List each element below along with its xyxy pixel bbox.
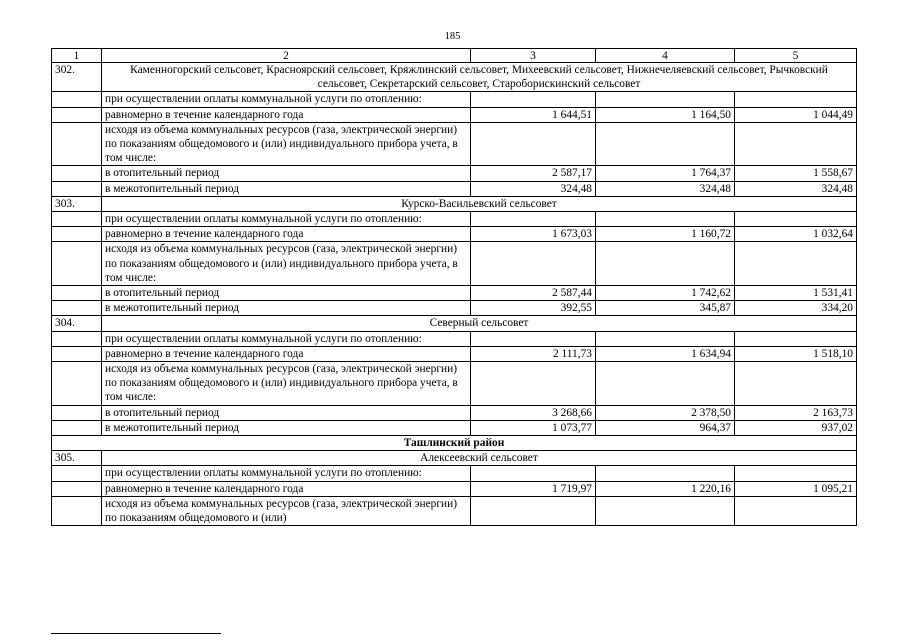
value-cell: 2 111,73 xyxy=(471,346,596,361)
section-header-row xyxy=(52,451,857,466)
value-cell: 334,20 xyxy=(735,301,857,316)
column-number-row xyxy=(52,49,857,63)
table-row xyxy=(52,362,857,406)
value-cell: 964,37 xyxy=(596,420,735,435)
value-cell: 1 558,67 xyxy=(735,166,857,181)
row-label: в межотопительный период xyxy=(102,301,471,316)
table-row xyxy=(52,286,857,301)
table-row xyxy=(52,242,857,286)
table-row xyxy=(52,301,857,316)
value-cell: 1 095,21 xyxy=(735,481,857,496)
row-label: в отопительный период xyxy=(102,405,471,420)
section-header-row xyxy=(52,316,857,331)
value-cell: 1 220,16 xyxy=(596,481,735,496)
table-row xyxy=(52,496,857,525)
settlement-name: Алексеевский сельсовет xyxy=(102,451,857,466)
settlement-name: Курско-Васильевский сельсовет xyxy=(102,196,857,211)
row-label: исходя из объема коммунальных ресурсов (газа, электрической энергии) по показаниям общедомового и (или) индивидуального прибора учета, в том числе: xyxy=(102,122,471,166)
row-label: равномерно в течение календарного года xyxy=(102,107,471,122)
value-cell: 1 673,03 xyxy=(471,227,596,242)
value-cell: 1 742,62 xyxy=(596,286,735,301)
settlement-name: Северный сельсовет xyxy=(102,316,857,331)
table-row xyxy=(52,107,857,122)
value-cell: 1 634,94 xyxy=(596,346,735,361)
table-row xyxy=(52,466,857,481)
row-label: при осуществлении оплаты коммунальной услуги по отоплению: xyxy=(102,331,471,346)
table-row xyxy=(52,481,857,496)
row-label: исходя из объема коммунальных ресурсов (газа, электрической энергии) по показаниям общедомового и (или) индивидуального прибора учета, в том числе: xyxy=(102,242,471,286)
row-label: равномерно в течение календарного года xyxy=(102,227,471,242)
row-number: 302. xyxy=(52,63,102,92)
row-label: исходя из объема коммунальных ресурсов (газа, электрической энергии) по показаниям общедомового и (или) xyxy=(102,496,471,525)
district-name: Ташлинский район xyxy=(52,436,857,451)
row-number: 303. xyxy=(52,196,102,211)
row-label: равномерно в течение календарного года xyxy=(102,481,471,496)
column-number: 2 xyxy=(102,49,471,63)
value-cell: 937,02 xyxy=(735,420,857,435)
table-row xyxy=(52,181,857,196)
row-label: в межотопительный период xyxy=(102,181,471,196)
value-cell: 2 378,50 xyxy=(596,405,735,420)
table-row xyxy=(52,420,857,435)
section-header-row xyxy=(52,63,857,92)
value-cell: 1 164,50 xyxy=(596,107,735,122)
page-number: 185 xyxy=(444,31,461,42)
value-cell: 1 719,97 xyxy=(471,481,596,496)
value-cell: 392,55 xyxy=(471,301,596,316)
table-row xyxy=(52,227,857,242)
value-cell: 1 032,64 xyxy=(735,227,857,242)
column-number: 3 xyxy=(471,49,596,63)
value-cell: 345,87 xyxy=(596,301,735,316)
value-cell: 1 531,41 xyxy=(735,286,857,301)
row-label: равномерно в течение календарного года xyxy=(102,346,471,361)
value-cell: 324,48 xyxy=(735,181,857,196)
value-cell: 1 044,49 xyxy=(735,107,857,122)
row-label: в отопительный период xyxy=(102,166,471,181)
footnote-rule xyxy=(51,633,221,634)
value-cell: 2 163,73 xyxy=(735,405,857,420)
district-header-row xyxy=(52,436,857,451)
value-cell: 1 518,10 xyxy=(735,346,857,361)
row-label: в межотопительный период xyxy=(102,420,471,435)
row-number: 305. xyxy=(52,451,102,466)
table-row xyxy=(52,346,857,361)
section-header-row xyxy=(52,196,857,211)
value-cell: 1 644,51 xyxy=(471,107,596,122)
table-row xyxy=(52,166,857,181)
row-label: в отопительный период xyxy=(102,286,471,301)
column-number: 1 xyxy=(52,49,102,63)
table-row xyxy=(52,405,857,420)
row-number: 304. xyxy=(52,316,102,331)
row-label: при осуществлении оплаты коммунальной услуги по отоплению: xyxy=(102,212,471,227)
settlement-name: Каменногорский сельсовет, Красноярский сельсовет, Кряжлинский сельсовет, Михеевский сельсовет, Нижнечеляевский сельсовет, Рычковский сельсовет, Секретарский сельсовет, Староборискинский сельсовет xyxy=(102,63,857,92)
column-number: 4 xyxy=(596,49,735,63)
value-cell: 2 587,44 xyxy=(471,286,596,301)
row-label: при осуществлении оплаты коммунальной услуги по отоплению: xyxy=(102,92,471,107)
row-label: исходя из объема коммунальных ресурсов (газа, электрической энергии) по показаниям общедомового и (или) индивидуального прибора учета, в том числе: xyxy=(102,362,471,406)
value-cell: 2 587,17 xyxy=(471,166,596,181)
table-row xyxy=(52,331,857,346)
value-cell: 324,48 xyxy=(596,181,735,196)
value-cell: 1 764,37 xyxy=(596,166,735,181)
table-row xyxy=(52,92,857,107)
table-row xyxy=(52,122,857,166)
row-label: при осуществлении оплаты коммунальной услуги по отоплению: xyxy=(102,466,471,481)
column-number: 5 xyxy=(735,49,857,63)
value-cell: 1 160,72 xyxy=(596,227,735,242)
table-row xyxy=(52,212,857,227)
value-cell: 324,48 xyxy=(471,181,596,196)
tariff-table xyxy=(51,48,857,526)
value-cell: 3 268,66 xyxy=(471,405,596,420)
value-cell: 1 073,77 xyxy=(471,420,596,435)
